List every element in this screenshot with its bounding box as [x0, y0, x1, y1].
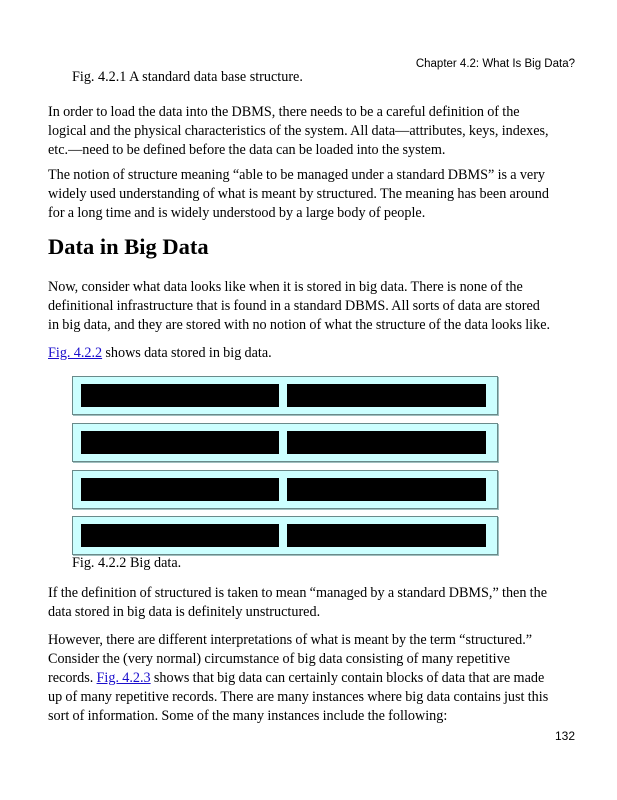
- data-block: [81, 478, 279, 501]
- data-block: [287, 384, 486, 407]
- chapter-header: Chapter 4.2: What Is Big Data?: [415, 58, 575, 70]
- text-line: logical and the physical characteristics of the system. All data—attributes, keys, indexes,: [48, 123, 549, 139]
- page-number: 132: [554, 729, 575, 743]
- text-line: etc.—need to be defined before the data can be loaded into the system.: [48, 142, 446, 158]
- text-line: definitional infrastructure that is found in a standard DBMS. All sorts of data are stored: [48, 298, 540, 314]
- text-line: However, there are different interpretations of what is meant by the term “structured.”: [48, 632, 533, 648]
- paragraph-unstructured: [48, 584, 578, 622]
- paragraph-figure-reference: [48, 344, 578, 363]
- text-fragment: shows that big data can certainly contain blocks of data that are made: [150, 670, 545, 686]
- text-line: for a long time and is widely understood by a large body of people.: [48, 205, 426, 221]
- text-line: In order to load the data into the DBMS, there needs to be a careful definition of the: [48, 104, 520, 120]
- paragraph-structure-notion: [48, 166, 578, 223]
- data-record: [72, 470, 498, 509]
- paragraph-big-data-storage: [48, 278, 578, 335]
- data-block: [81, 524, 279, 547]
- text-line: Consider the (very normal) circumstance of big data consisting of many repetitive: [48, 651, 510, 667]
- data-block: [287, 431, 486, 454]
- data-block: [287, 524, 486, 547]
- figure-4-2-3-link[interactable]: Fig. 4.2.3: [96, 670, 151, 686]
- text-line: widely used understanding of what is meant by structured. The meaning has been around: [48, 186, 549, 202]
- data-record: [72, 376, 498, 415]
- data-block: [81, 384, 279, 407]
- section-heading: Data in Big Data: [48, 234, 209, 259]
- text-line: The notion of structure meaning “able to be managed under a standard DBMS” is a very: [48, 167, 546, 183]
- text-line: [48, 344, 578, 363]
- figure-4-2-2-link[interactable]: Fig. 4.2.2: [48, 345, 103, 361]
- data-record: [72, 423, 498, 462]
- text-line: [48, 669, 578, 688]
- text-line: data stored in big data is definitely unstructured.: [48, 604, 321, 620]
- text-line: up of many repetitive records. There are many instances where big data contains just this: [48, 689, 549, 705]
- text-line: sort of information. Some of the many instances include the following:: [48, 708, 448, 724]
- paragraph-dbms-loading: [48, 103, 578, 160]
- paragraph-structured-interpretations: [48, 631, 578, 726]
- text-line: If the definition of structured is taken to mean “managed by a standard DBMS,” then the: [48, 585, 548, 601]
- figure-caption-4-2-2: Fig. 4.2.2 Big data.: [72, 555, 182, 571]
- text-fragment: records.: [48, 670, 97, 686]
- text-line: in big data, and they are stored with no notion of what the structure of the data looks like.: [48, 317, 551, 333]
- big-data-figure: [72, 376, 498, 554]
- data-block: [81, 431, 279, 454]
- data-block: [287, 478, 486, 501]
- data-record: [72, 516, 498, 555]
- text-fragment: shows data stored in big data.: [102, 345, 272, 361]
- figure-caption-4-2-1: Fig. 4.2.1 A standard data base structure.: [72, 69, 303, 85]
- text-line: Now, consider what data looks like when it is stored in big data. There is none of the: [48, 279, 523, 295]
